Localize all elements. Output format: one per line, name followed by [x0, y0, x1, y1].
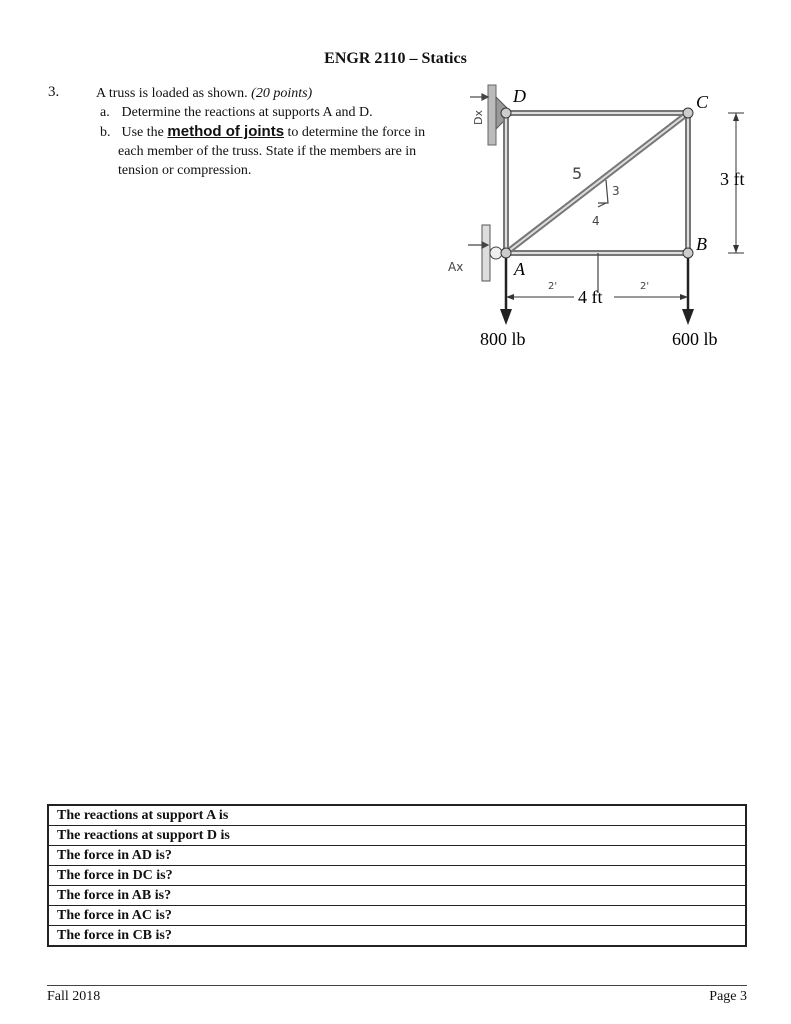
load-label-b: 600 lb [672, 329, 718, 349]
roller-a [490, 247, 502, 259]
annotation-slope-run: 4 [592, 214, 600, 228]
answer-label: The force in DC is? [48, 866, 746, 886]
node-label-a: A [514, 259, 525, 279]
question-intro [96, 84, 466, 103]
table-row [48, 886, 746, 906]
question-part-a [100, 103, 373, 122]
node-label-b: B [696, 234, 707, 254]
annotation-slope-rise: 3 [612, 184, 620, 198]
table-row [48, 846, 746, 866]
table-row [48, 866, 746, 886]
answer-table [47, 804, 747, 947]
support-wall-d [488, 85, 496, 145]
table-row [48, 826, 746, 846]
footer-term: Fall 2018 [47, 989, 101, 1004]
annotation-half-left: 2' [548, 281, 558, 292]
question-intro-text: A truss is loaded as shown. [96, 86, 248, 101]
annotation-slope-hyp: 5 [572, 164, 583, 183]
question-number: 3. [48, 84, 60, 100]
part-b-prefix: Use the [121, 125, 164, 140]
answer-label: The force in AB is? [48, 886, 746, 906]
pin-d [501, 108, 511, 118]
pin-a [501, 248, 511, 258]
node-label-d: D [513, 86, 526, 106]
truss-diagram [440, 75, 770, 365]
question-part-b [100, 122, 460, 142]
annotation-half-right: 2' [640, 281, 650, 292]
table-row [48, 805, 746, 826]
part-b-rest: each member of the truss. State if the members are in tension or compression. [118, 144, 417, 178]
part-a-label: a. [100, 105, 110, 120]
part-b-suffix: to determine the force in [287, 125, 426, 140]
answer-label: The reactions at support D is [48, 826, 746, 846]
footer-page-number: Page 3 [709, 989, 747, 1004]
support-wall-a [482, 225, 490, 281]
width-label: 4 ft [578, 287, 603, 307]
answer-label: The force in CB is? [48, 926, 746, 947]
part-a-text: Determine the reactions at supports A and D. [121, 105, 373, 120]
footer-divider [47, 985, 747, 986]
node-label-c: C [696, 92, 709, 112]
annotation-ax: Ax [448, 260, 464, 274]
pin-b [683, 248, 693, 258]
annotation-dx: Dx [472, 110, 485, 125]
table-row [48, 906, 746, 926]
page-title: ENGR 2110 – Statics [324, 50, 467, 67]
part-b-label: b. [100, 125, 111, 140]
answer-label: The reactions at support A is [48, 805, 746, 826]
question-points: (20 points) [251, 86, 313, 101]
answer-label: The force in AC is? [48, 906, 746, 926]
answer-label: The force in AD is? [48, 846, 746, 866]
load-label-a: 800 lb [480, 329, 526, 349]
pin-c [683, 108, 693, 118]
part-b-method: method of joints [167, 123, 285, 140]
table-row [48, 926, 746, 947]
height-label: 3 ft [720, 169, 745, 189]
